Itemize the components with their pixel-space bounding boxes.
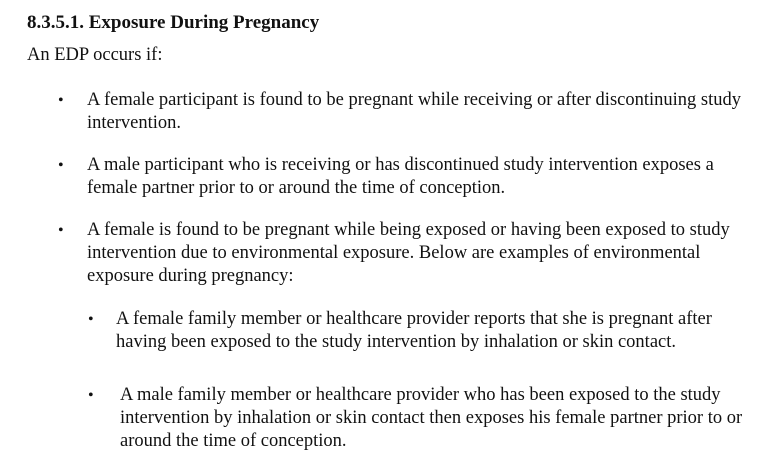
bullet-icon: • (58, 92, 64, 109)
section-heading: 8.3.5.1. Exposure During Pregnancy (27, 12, 320, 33)
sub-list-item-text: A female family member or healthcare provider reports that she is pregnant after having been exposed to the study intervention by inhalation or skin contact. (116, 309, 712, 352)
list-item-text: A female is found to be pregnant while being exposed or having been exposed to study intervention due to environmental exposure. Below are examples of environmental exposure during pregnancy: (87, 220, 730, 286)
bullet-icon: • (58, 222, 64, 239)
bullet-icon: • (88, 311, 94, 328)
list-item-text: A male participant who is receiving or has discontinued study intervention exposes a female partner prior to or around the time of conception. (87, 155, 714, 198)
intro-text: An EDP occurs if: (27, 45, 163, 65)
bullet-icon: • (88, 387, 94, 404)
sub-list-item-text: A male family member or healthcare provider who has been exposed to the study intervention by inhalation or skin contact then exposes his female partner prior to or around the time of conception. (120, 385, 743, 451)
list-item-text: A female participant is found to be pregnant while receiving or after discontinuing study intervention. (87, 90, 741, 133)
bullet-icon: • (58, 157, 64, 174)
